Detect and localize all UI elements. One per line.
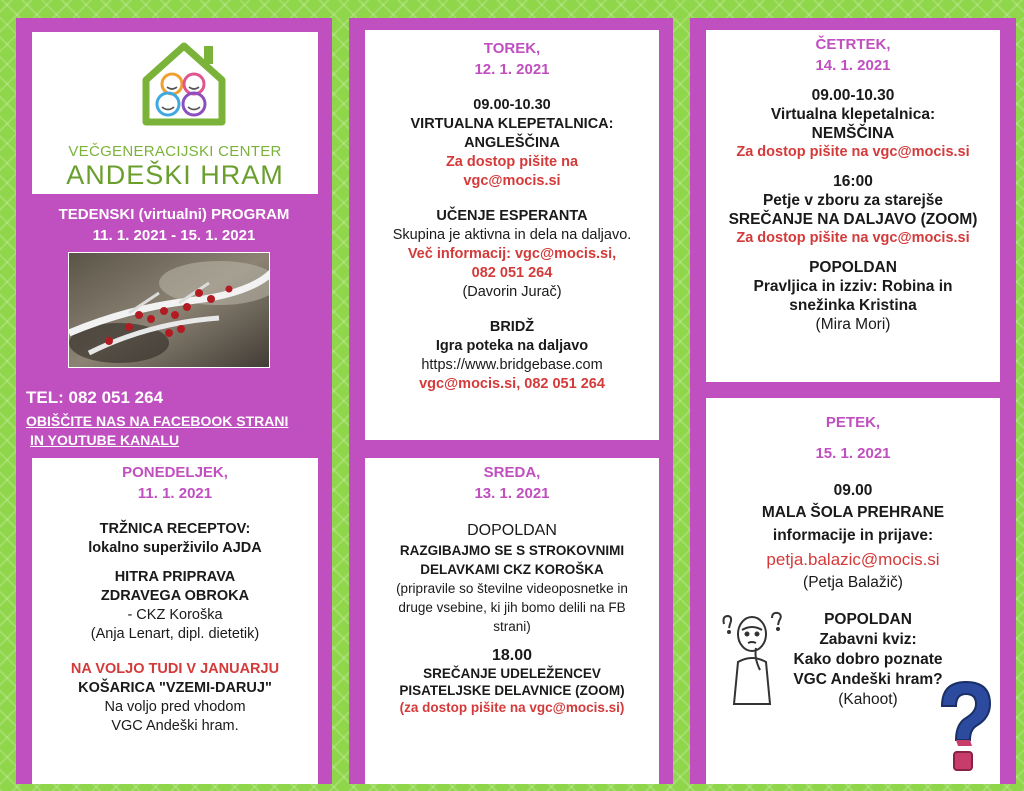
friday-e2-title1: Zabavni kviz: <box>819 631 917 648</box>
monday-e2-org: - CKZ Koroška <box>127 607 223 623</box>
monday-date: 11. 1. 2021 <box>137 485 213 502</box>
wednesday-e2-title1: SREČANJE UDELEŽENCEV <box>423 666 601 681</box>
monday-e3-desc2: VGC Andeški hram. <box>111 718 239 734</box>
monday-e3-desc1: Na voljo pred vhodom <box>104 699 246 715</box>
friday-e1-time: 09.00 <box>833 482 873 499</box>
facebook-link[interactable]: OBIŠČITE NAS NA FACEBOOK STRANI <box>26 413 289 429</box>
thursday-e3-title1: Pravljica in izziv: Robina in <box>753 278 953 295</box>
wednesday-e2-title2: PISATELJSKE DELAVNICE (ZOOM) <box>399 683 625 698</box>
tuesday-card <box>365 30 659 440</box>
friday-e1-title: MALA ŠOLA PREHRANE <box>761 504 945 521</box>
middle-column <box>349 18 673 784</box>
tuesday-e1-access2[interactable]: vgc@mocis.si <box>463 173 561 189</box>
monday-day: PONEDELJEK, <box>122 464 228 481</box>
thursday-e1-title2: NEMŠČINA <box>811 125 895 142</box>
wednesday-day: SREDA, <box>483 464 541 481</box>
thursday-e1-title1: Virtualna klepetalnica: <box>770 106 936 123</box>
tuesday-e3-url[interactable]: https://www.bridgebase.com <box>421 357 603 373</box>
monday-e2-title1: HITRA PRIPRAVA <box>114 569 236 585</box>
thursday-day: ČETRTEK, <box>815 36 891 53</box>
wednesday-card <box>365 458 659 784</box>
tuesday-e1-title2: ANGLEŠČINA <box>464 135 560 151</box>
wednesday-e2-access: (za dostop pišite na vgc@mocis.si) <box>399 700 625 715</box>
phone-number: TEL: 082 051 264 <box>26 388 164 407</box>
tuesday-e2-title: UČENJE ESPERANTA <box>436 208 588 224</box>
friday-e2-title2: Kako dobro poznate <box>793 651 943 668</box>
wednesday-e1-desc3: strani) <box>493 619 531 634</box>
thursday-e3-when: POPOLDAN <box>809 259 897 276</box>
tuesday-e3-sub: Igra poteka na daljavo <box>435 338 589 354</box>
left-column <box>16 18 332 784</box>
thursday-card <box>706 30 1000 382</box>
program-header <box>16 204 332 246</box>
program-dates: 11. 1. 2021 - 15. 1. 2021 <box>92 227 256 244</box>
friday-day: PETEK, <box>825 414 881 431</box>
tuesday-e2-desc: Skupina je aktivna in dela na daljavo. <box>392 227 632 243</box>
monday-e1-title1: TRŽNICA RECEPTOV: <box>99 521 251 537</box>
friday-card <box>706 398 1000 784</box>
friday-e1-email[interactable]: petja.balazic@mocis.si <box>766 550 940 569</box>
tuesday-e1-time: 09.00-10.30 <box>473 97 551 113</box>
tuesday-day: TOREK, <box>483 40 541 57</box>
thursday-date: 14. 1. 2021 <box>815 57 891 74</box>
thursday-e2-time: 16:00 <box>833 173 873 190</box>
wednesday-e1-desc1: (pripravile so številne videoposnetke in <box>396 581 628 596</box>
photo-image <box>69 253 270 368</box>
monday-e3-note: NA VOLJO TUDI V JANUARJU <box>70 661 280 677</box>
wednesday-e1-title2: DELAVKAMI CKZ KOROŠKA <box>420 562 604 577</box>
friday-e1-info: informacije in prijave: <box>772 527 934 544</box>
right-column <box>690 18 1016 784</box>
house-logo-icon <box>138 40 230 126</box>
brand-line2: ANDEŠKI HRAM <box>66 160 284 190</box>
thursday-e2-access[interactable]: Za dostop pišite na vgc@mocis.si <box>736 230 970 246</box>
thursday-e1-time: 09.00-10.30 <box>811 87 895 104</box>
thursday-e3-person: (Mira Mori) <box>815 316 891 333</box>
friday-e2-when: POPOLDAN <box>824 611 912 628</box>
youtube-link[interactable]: IN YOUTUBE KANALU <box>30 432 180 448</box>
wednesday-e1-title1: RAZGIBAJMO SE S STROKOVNIMI <box>399 543 625 558</box>
monday-e2-person: (Anja Lenart, dipl. dietetik) <box>90 626 260 642</box>
tuesday-e2-person: (Davorin Jurač) <box>462 284 562 300</box>
thursday-e2-title2: SREČANJE NA DALJAVO (ZOOM) <box>728 211 978 228</box>
thursday-e3-title2: snežinka Kristina <box>789 297 917 314</box>
program-title: TEDENSKI (virtualni) PROGRAM <box>58 206 290 223</box>
tuesday-e2-info2: 082 051 264 <box>471 265 553 281</box>
tuesday-e2-info1[interactable]: Več informacij: vgc@mocis.si, <box>407 246 617 262</box>
monday-card <box>32 458 318 784</box>
friday-e1-person: (Petja Balažič) <box>803 574 903 591</box>
monday-e1-title2: lokalno superživilo AJDA <box>88 540 262 556</box>
tuesday-e1-access1: Za dostop pišite na <box>445 154 579 170</box>
monday-e3-title: KOŠARICA "VZEMI-DARUJ" <box>78 680 272 696</box>
monday-e2-title2: ZDRAVEGA OBROKA <box>100 588 250 604</box>
wednesday-e1-desc2: druge vsebine, ki jih bomo delili na FB <box>398 600 626 615</box>
wednesday-e2-time: 18.00 <box>491 647 533 664</box>
friday-e2-tool: (Kahoot) <box>838 691 898 708</box>
friday-e2-title3: VGC Andeški hram? <box>793 671 943 688</box>
thursday-e2-title1: Petje v zboru za starejše <box>762 192 944 209</box>
thursday-e1-access[interactable]: Za dostop pišite na vgc@mocis.si <box>736 144 970 160</box>
tuesday-e1-title1: VIRTUALNA KLEPETALNICA: <box>410 116 614 132</box>
wednesday-date: 13. 1. 2021 <box>474 485 550 502</box>
tuesday-date: 12. 1. 2021 <box>474 61 550 78</box>
logo-card <box>32 32 318 194</box>
winter-berries-photo <box>68 252 270 368</box>
tuesday-e3-contact[interactable]: vgc@mocis.si, 082 051 264 <box>419 376 605 392</box>
brand-line1: VEČGENERACIJSKI CENTER <box>68 143 282 160</box>
friday-date: 15. 1. 2021 <box>815 445 891 462</box>
wednesday-e1-when: DOPOLDAN <box>467 522 557 539</box>
tuesday-e3-title: BRIDŽ <box>489 319 535 335</box>
question-mark-icon <box>934 678 996 782</box>
thinking-person-icon <box>720 610 788 706</box>
